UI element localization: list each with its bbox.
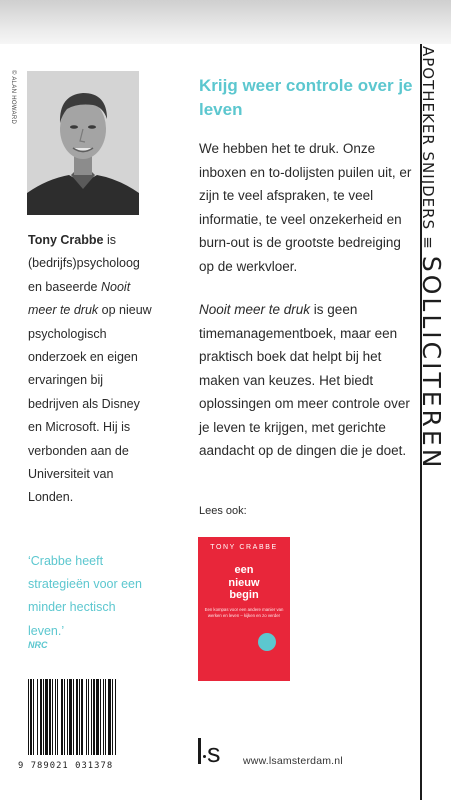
- cover-title-line-3: begin: [229, 589, 259, 601]
- blurb-paragraph-1: We hebben het te druk. Onze inboxen en to-dolijsten puilen uit, er zijn te veel afspraken, te veel informatie, te veel onzekerheid en burn-out is de grootste bedreiging op de werkvloer.: [199, 141, 412, 274]
- spine-series: APOTHEKER SNIJDERS: [419, 46, 437, 231]
- cover-title-line-2: nieuw: [228, 576, 260, 589]
- headline: Krijg weer controle over je leven: [199, 76, 413, 119]
- review-quote: ‘Crabbe heeft strategieën voor een minder hectisch leven.’: [28, 554, 142, 638]
- cover-title: [198, 564, 290, 602]
- cover-badge: [258, 633, 276, 651]
- top-shadow-band: [0, 0, 451, 44]
- author-bio-part1: is (bedrijfs)psycholoog en baseerde: [28, 233, 140, 294]
- book-spine: [417, 44, 453, 800]
- cover-title-line-1: een: [234, 564, 254, 576]
- author-bio-part2: op nieuw psychologisch onderzoek en eigen ervaringen bij bedrijven als Disney en Microsoft. Hij is verbonden aan de Universiteit van Londen.: [28, 303, 152, 505]
- cover-author: TONY CRABBE: [210, 544, 278, 551]
- publisher-logo: [198, 738, 221, 768]
- author-bio: [28, 229, 156, 510]
- blurb-book-title: Nooit meer te druk: [199, 302, 311, 317]
- author-bio-book-title: Nooit meer te druk: [28, 279, 131, 318]
- photo-credit: © ALAN HOWARD: [10, 70, 16, 125]
- author-photo: [27, 71, 139, 215]
- barcode-number: 9 789021 031378: [18, 761, 114, 771]
- blurb-paragraph-2: [199, 298, 417, 463]
- blurb: [199, 137, 417, 483]
- spine-text: [417, 46, 446, 470]
- author-name: Tony Crabbe: [28, 233, 104, 247]
- related-book-cover: [198, 537, 290, 681]
- spine-title: SOLLICITEREN: [417, 255, 446, 471]
- lees-ook-label: Lees ook:: [199, 505, 247, 517]
- cover-subtitle: Een kompas voor een andere manier van werken en leven – kijken en zo verder: [204, 607, 284, 618]
- spine-separator: ≡: [419, 236, 437, 250]
- review-source: NRC: [28, 640, 48, 650]
- blurb-paragraph-2-text: is geen timemanagementboek, maar een praktisch boek dat helpt bij het maken van keuzes. Het biedt oplossingen om meer controle over je leven te krijgen, met gerichte aandacht op de dingen die je doet.: [199, 302, 410, 458]
- publisher-logo-letter: s: [207, 738, 221, 768]
- publisher-url: www.lsamsterdam.nl: [243, 755, 343, 767]
- barcode: [28, 679, 152, 755]
